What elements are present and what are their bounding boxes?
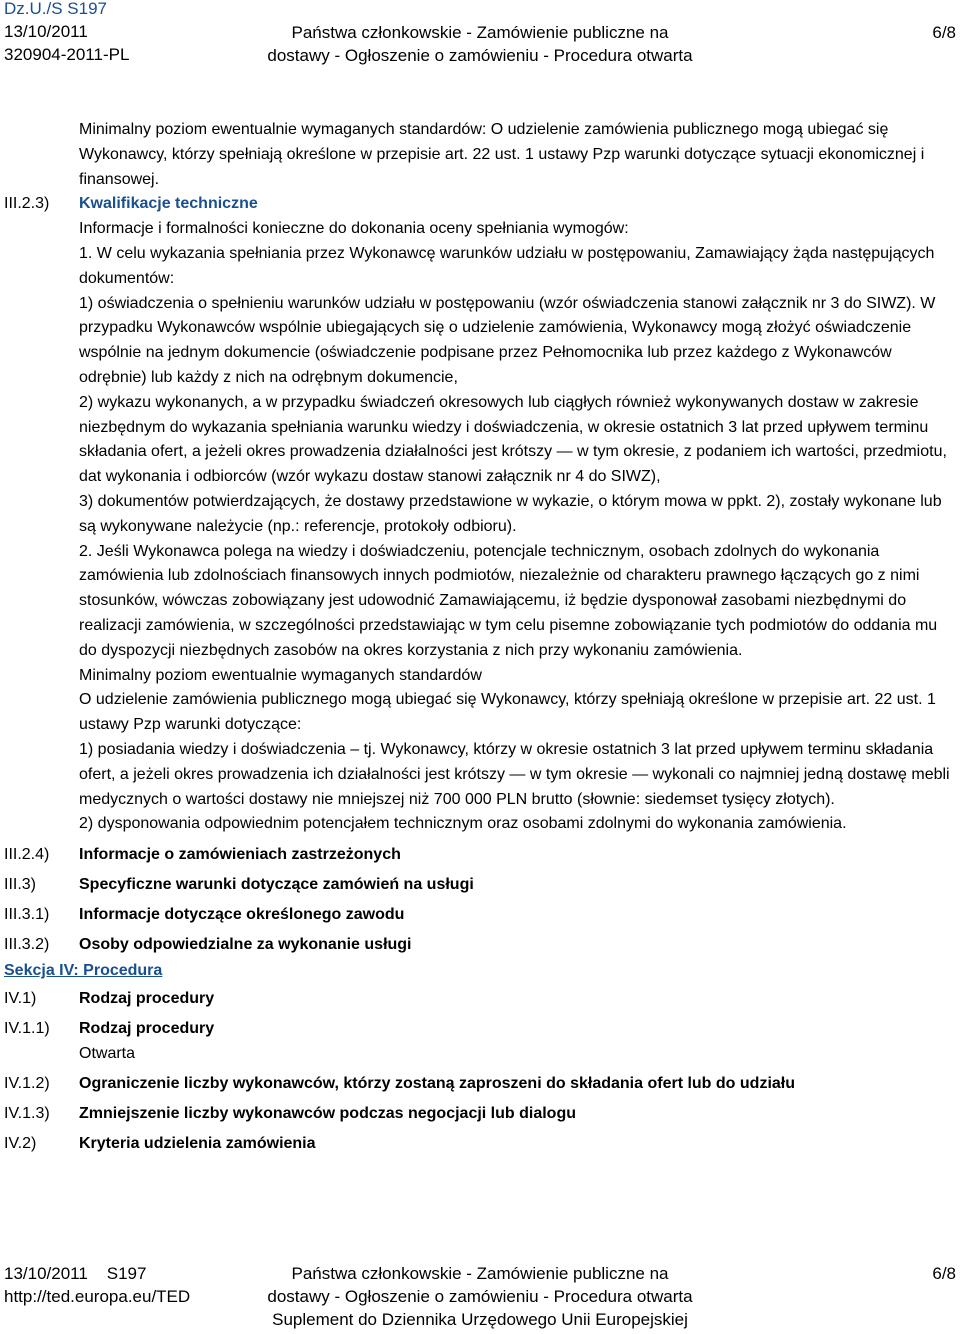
footer-title-line2: dostawy - Ogłoszenie o zamówieniu - Procedura otwarta [267,1287,693,1306]
section-heading: Kryteria udzielenia zamówienia [79,1135,316,1153]
section-row [0,1069,960,1099]
footer-date: 13/10/2011 [4,1264,88,1283]
paragraph: 1. W celu wykazania spełniania przez Wykonawcę warunków udziału w postępowaniu, Zamawiający żąda następujących dokumentów: [79,244,935,287]
paragraph: 1) posiadania wiedzy i doświadczenia – tj. Wykonawcy, którzy w okresie ostatnich 3 lat przed upływem terminu składania ofert, a jeżeli okres prowadzenia ich działalności jest krótszy — w tym okresie — wykonali co najmniej jedną dostawę mebli medycznych o wartości dostawy nie mniejszej niż 700 000 PLN brutto (słownie: siedemset tysięcy złotych). [79,740,950,808]
header-journal: Dz.U./S S197 [4,0,107,18]
section-row [0,930,960,960]
section-row [0,1129,960,1159]
section-number: IV.2) [4,1135,37,1153]
section-row [0,1014,960,1070]
paragraph: Minimalny poziom ewentualnie wymaganych standardów [79,666,482,684]
paragraph: O udzielenie zamówienia publicznego mogą ubiegać się Wykonawcy, którzy spełniają określone w przepisie art. 22 ust. 1 ustawy Pzp warunki dotyczące: [79,691,936,734]
procedure-type-value: Otwarta [79,1044,136,1062]
section-row [0,840,960,870]
section-intro: Informacje i formalności konieczne do dokonania oceny spełniania wymogów: [79,220,629,238]
paragraph: 2. Jeśli Wykonawca polega na wiedzy i doświadczeniu, potencjale technicznym, osobach zdolnych do wykonania zamówienia lub zdolnościach finansowych innych podmiotów, niezależnie od charakteru prawnego łączących go z nimi stosunków, wówczas zobowiązany jest udowodnić Zamawiającemu, iż będzie dysponował zasobami niezbędnymi do realizacji zamówienia, w szczególności przedstawiając w tym celu pisemne zobowiązanie tych podmiotów do oddania mu do dyspozycji niezbędnych zasobów na okres korzystania z nich przy wykonaniu zamówienia. [79,542,938,659]
section-number: IV.1.2) [4,1075,50,1093]
section-row [0,984,960,1014]
header-title [0,21,960,67]
section-number: IV.1.3) [4,1105,50,1123]
footer-page-number: 6/8 [932,1264,956,1283]
section-4-title-text: Sekcja IV: Procedura [4,962,163,980]
paragraph: 1) oświadczenia o spełnieniu warunków udziału w postępowaniu (wzór oświadczenia stanowi załącznik nr 3 do SIWZ). W przypadku Wykonawców wspólnie ubiegających się o udzielenie zamówienia, Wykonawcy mogą złożyć oświadczenie wspólnie na jednym dokumencie (oświadczenie podpisane przez Pełnomocnika lub przez każdego z Wykonawców odrębnie) lub każdy z nich na odrębnym dokumencie, [79,294,936,386]
section-number: III.3.2) [4,935,50,953]
paragraph: 3) dokumentów potwierdzających, że dostawy przedstawione w wykazie, o którym mowa w ppkt. 2), zostały wykonane lub są wykonywane należycie (np.: referencje, protokoły odbioru). [79,492,942,535]
header-page-number: 6/8 [932,23,956,42]
section-row [0,870,960,900]
section-number: III.2.4) [4,846,50,864]
footer-url[interactable]: http://ted.europa.eu/TED [4,1287,191,1306]
section-row [0,1099,960,1129]
footer-title-line1: Państwa członkowskie - Zamówienie publiczne na [291,1264,669,1283]
section-row [0,900,960,930]
header-title-line1: Państwa członkowskie - Zamówienie publiczne na [291,23,669,42]
paragraph: 2) dysponowania odpowiednim potencjałem technicznym oraz osobami zdolnymi do wykonania zamówienia. [79,815,847,833]
min-level-block [0,118,960,192]
section-heading: Specyficzne warunki dotyczące zamówień na usługi [79,875,474,893]
section-4-title [0,959,960,984]
section-heading: Zmniejszenie liczby wykonawców podczas negocjacji lub dialogu [79,1105,576,1123]
header-date: 13/10/2011 [4,22,88,41]
section-number: III.3.1) [4,905,50,923]
document-body [0,118,960,1159]
section-technical-qualifications [0,192,960,837]
section-heading: Informacje o zamówieniach zastrzeżonych [79,846,401,864]
header-ref: 320904-2011-PL [4,45,130,64]
section-heading: Ograniczenie liczby wykonawców, którzy zostaną zaproszeni do składania ofert lub do udziału [79,1075,795,1093]
section-heading: Rodzaj procedury [79,1019,215,1037]
min-level-text: Minimalny poziom ewentualnie wymaganych standardów: O udzielenie zamówienia publicznego mogą ubiegać się Wykonawcy, którzy spełniają określone w przepisie art. 22 ust. 1 ustawy Pzp warunki dotyczące sytuacji ekonomicznej i finansowej. [79,121,925,188]
footer-title [0,1262,960,1331]
section-number: III.2.3) [4,195,50,213]
section-heading: Informacje dotyczące określonego zawodu [79,905,405,923]
section-title: Kwalifikacje techniczne [79,195,258,213]
section-heading: Rodzaj procedury [79,990,215,1008]
header-title-line2: dostawy - Ogłoszenie o zamówieniu - Procedura otwarta [267,46,693,65]
footer-title-line3: Suplement do Dziennika Urzędowego Unii Europejskiej [272,1310,688,1329]
section-number: IV.1.1) [4,1019,50,1037]
section-heading: Osoby odpowiedzialne za wykonanie usługi [79,935,412,953]
section-number: IV.1) [4,990,37,1008]
section-number: III.3) [4,875,37,893]
footer-series: S197 [106,1264,147,1283]
page-header [0,0,960,70]
paragraph: 2) wykazu wykonanych, a w przypadku świadczeń okresowych lub ciągłych również wykonywanych dostaw w zakresie niezbędnym do wykazania spełniania warunku wiedzy i doświadczenia, w okresie ostatnich 3 lat przed upływem terminu składania ofert, a jeżeli okres prowadzenia działalności jest krótszy — w tym okresie, z podaniem ich wartości, przedmiotu, dat wykonania i odbiorców (wzór wykazu dostaw stanowi załącznik nr 4 do SIWZ), [79,393,947,486]
